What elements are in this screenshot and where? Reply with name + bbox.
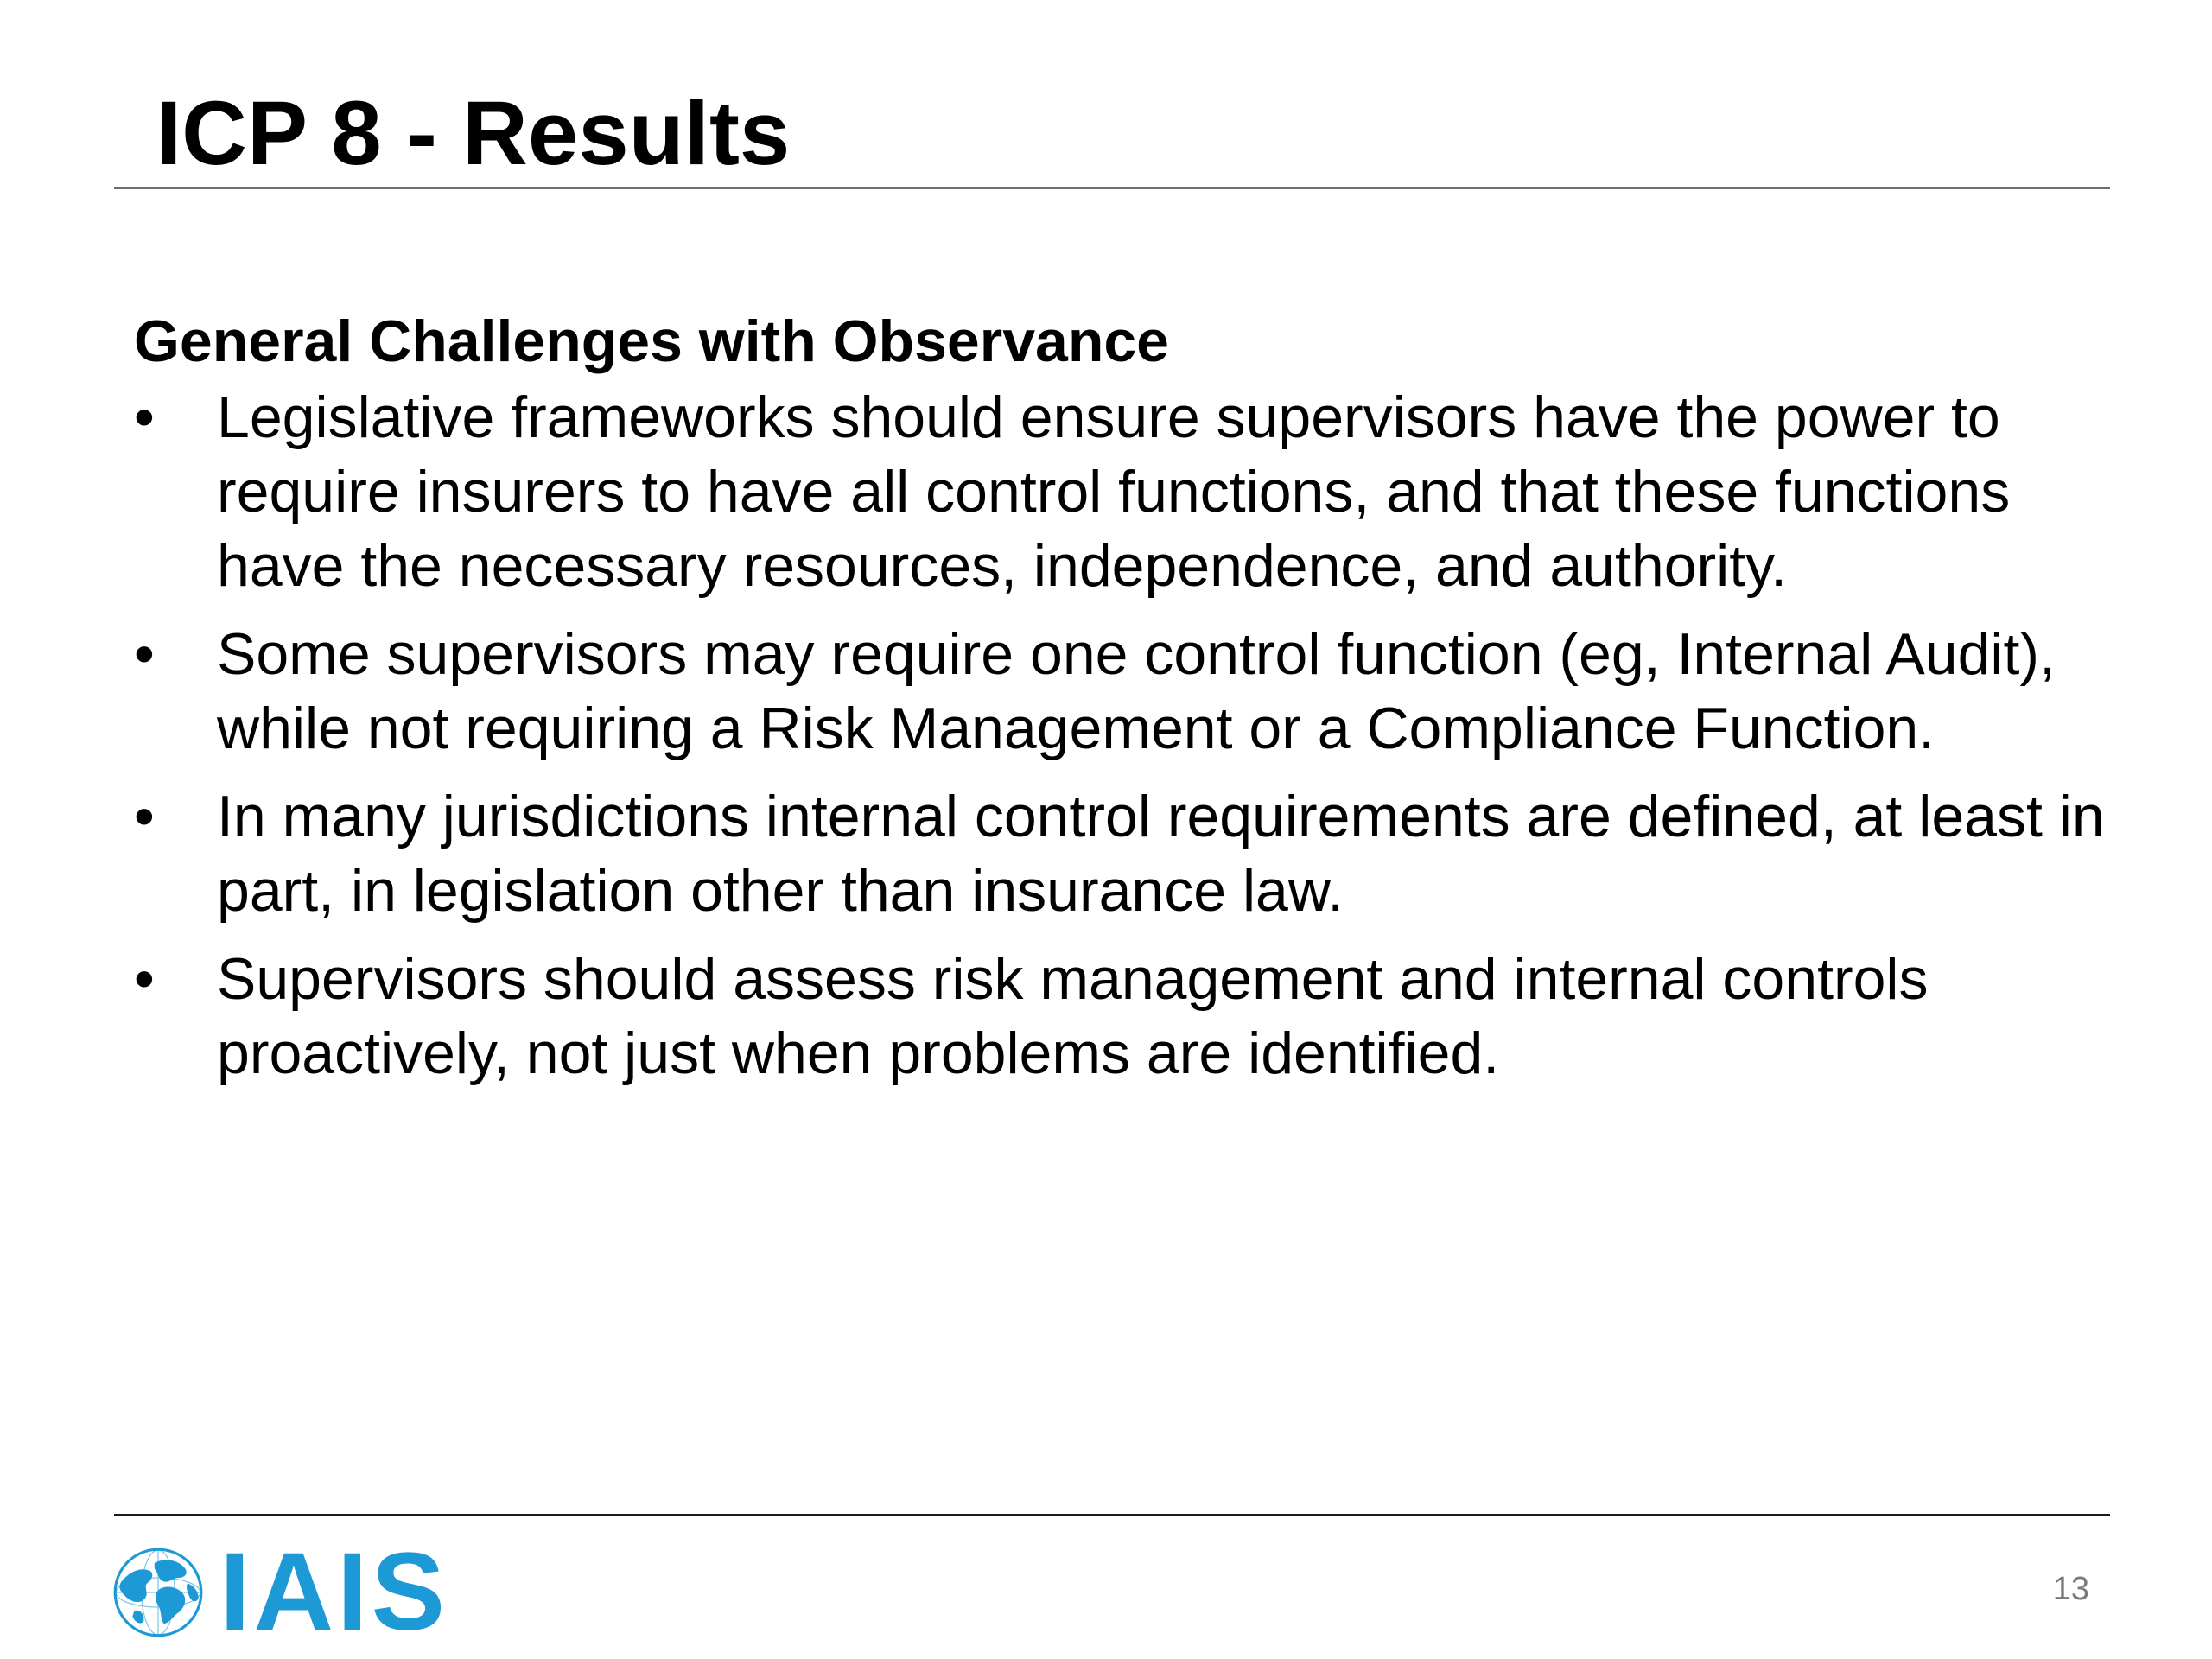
iais-logo [112, 1530, 448, 1654]
section-heading: General Challenges with Observance [134, 308, 1170, 374]
bullet-item [134, 617, 2121, 766]
bullet-glyph: • [134, 784, 155, 849]
bullet-glyph: • [134, 621, 155, 687]
footer-divider [114, 1514, 2110, 1516]
bullet-list [134, 380, 2121, 1090]
slide-title: ICP 8 - Results [156, 83, 791, 184]
bullet-item [134, 942, 2121, 1090]
bullet-glyph: • [134, 385, 155, 450]
slide-content [134, 302, 2121, 1090]
bullet-glyph: • [134, 946, 155, 1012]
page-number: 13 [2052, 1571, 2089, 1607]
bullet-item [134, 380, 2121, 603]
globe-icon [112, 1547, 204, 1638]
bullet-text: Some supervisors may require one control function (eg, Internal Audit), while not requiring a Risk Management or a Compliance Function. [217, 621, 2056, 761]
bullet-text: Legislative frameworks should ensure supervisors have the power to require insurers to have all control functions, and that these functions have the necessary resources, independence, and authority. [217, 385, 2011, 599]
logo-wordmark: IAIS [219, 1530, 448, 1654]
bullet-item [134, 779, 2121, 928]
bullet-text: Supervisors should assess risk management and internal controls proactively, not just when problems are identified. [217, 946, 1929, 1086]
bullet-text: In many jurisdictions internal control requirements are defined, at least in part, in legislation other than insurance law. [217, 784, 2105, 924]
title-divider [114, 187, 2110, 189]
